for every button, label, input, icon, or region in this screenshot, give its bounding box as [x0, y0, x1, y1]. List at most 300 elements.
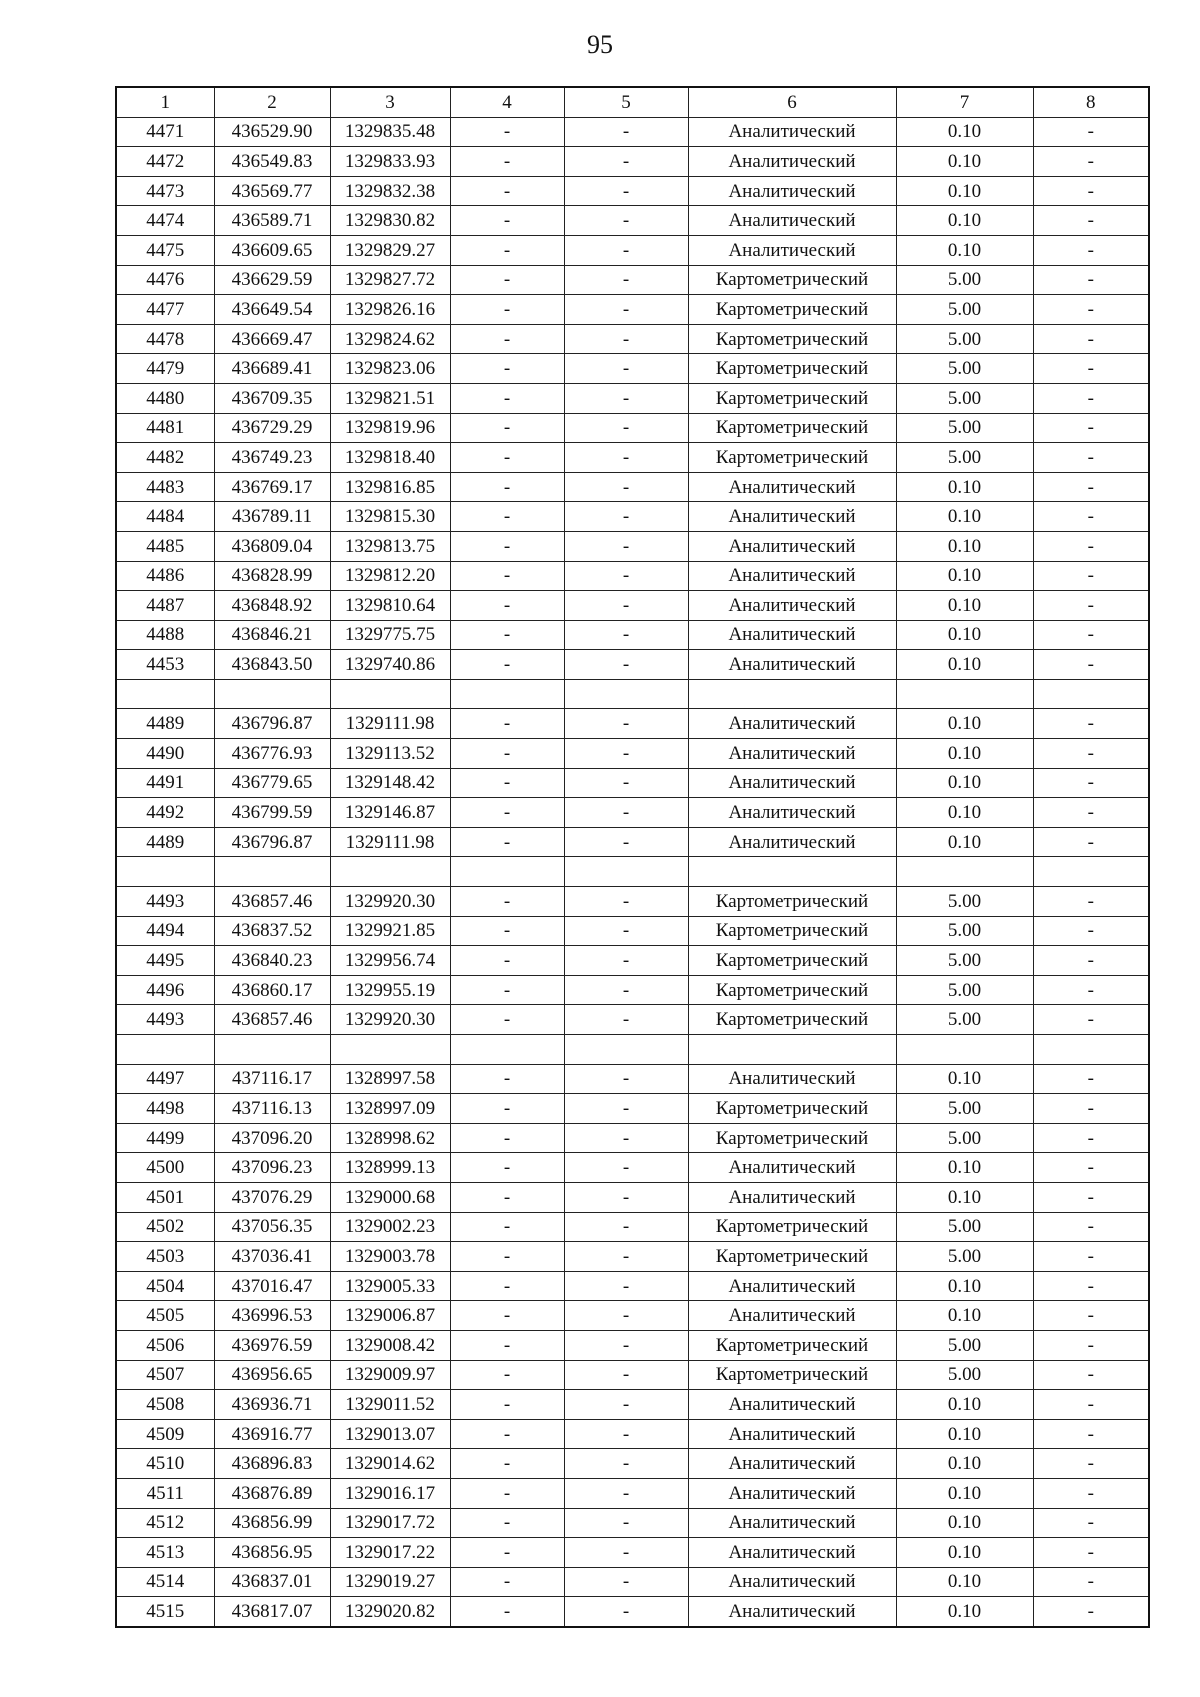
table-cell: Картометрический — [688, 295, 896, 325]
table-cell: - — [1033, 1271, 1149, 1301]
table-row — [116, 1360, 1149, 1390]
table-cell: - — [564, 975, 688, 1005]
table-cell: - — [564, 1360, 688, 1390]
table-cell: - — [450, 1330, 564, 1360]
table-row — [116, 798, 1149, 828]
table-row — [116, 383, 1149, 413]
table-cell — [450, 857, 564, 887]
table-cell: Картометрический — [688, 1005, 896, 1035]
table-cell: 436776.93 — [214, 739, 330, 769]
table-cell: - — [564, 1301, 688, 1331]
table-cell — [564, 1035, 688, 1065]
table-cell: 436857.46 — [214, 1005, 330, 1035]
table-cell: 1329003.78 — [330, 1242, 450, 1272]
table-cell: - — [564, 620, 688, 650]
table-cell: 436796.87 — [214, 709, 330, 739]
table-cell: Аналитический — [688, 1271, 896, 1301]
table-cell: 1329020.82 — [330, 1597, 450, 1627]
table-cell: 4497 — [116, 1064, 214, 1094]
table-cell: 0.10 — [896, 117, 1033, 147]
table-cell: Картометрический — [688, 1094, 896, 1124]
column-header: 4 — [450, 87, 564, 117]
coordinates-table — [115, 86, 1150, 1628]
table-row — [116, 916, 1149, 946]
column-header: 3 — [330, 87, 450, 117]
table-cell: 436837.01 — [214, 1567, 330, 1597]
table-cell: 1329113.52 — [330, 739, 450, 769]
table-cell: 1329813.75 — [330, 531, 450, 561]
column-header: 6 — [688, 87, 896, 117]
table-cell: - — [1033, 916, 1149, 946]
table-cell: - — [564, 709, 688, 739]
table-cell: 5.00 — [896, 975, 1033, 1005]
table-cell: - — [450, 1449, 564, 1479]
table-cell: 0.10 — [896, 147, 1033, 177]
table-cell: - — [1033, 1360, 1149, 1390]
table-cell: - — [450, 1242, 564, 1272]
table-cell: 437076.29 — [214, 1182, 330, 1212]
column-header: 8 — [1033, 87, 1149, 117]
table-cell: 1329146.87 — [330, 798, 450, 828]
table-cell: 436789.11 — [214, 502, 330, 532]
table-cell: - — [564, 1005, 688, 1035]
table-cell: - — [564, 117, 688, 147]
table-cell: 436629.59 — [214, 265, 330, 295]
table-cell: 1328997.58 — [330, 1064, 450, 1094]
table-cell: 0.10 — [896, 1271, 1033, 1301]
table-row — [116, 1567, 1149, 1597]
table-cell: 5.00 — [896, 1330, 1033, 1360]
table-cell: - — [1033, 739, 1149, 769]
table-cell: - — [1033, 531, 1149, 561]
table-cell: - — [450, 1478, 564, 1508]
table-cell: 1329832.38 — [330, 176, 450, 206]
table-cell — [214, 679, 330, 709]
table-row — [116, 975, 1149, 1005]
table-cell: 1329740.86 — [330, 650, 450, 680]
table-cell: - — [1033, 1094, 1149, 1124]
table-row — [116, 1242, 1149, 1272]
table-cell: Аналитический — [688, 650, 896, 680]
table-cell: - — [564, 383, 688, 413]
table-cell: 1329829.27 — [330, 235, 450, 265]
table-cell: - — [1033, 324, 1149, 354]
table-cell: Картометрический — [688, 1212, 896, 1242]
table-cell: 4503 — [116, 1242, 214, 1272]
table-cell: 4453 — [116, 650, 214, 680]
table-row — [116, 946, 1149, 976]
table-cell: - — [564, 235, 688, 265]
table-cell: - — [1033, 1538, 1149, 1568]
table-cell: Аналитический — [688, 768, 896, 798]
table-cell: 4480 — [116, 383, 214, 413]
table-cell: 1329833.93 — [330, 147, 450, 177]
table-cell: - — [1033, 946, 1149, 976]
table-cell: 1329818.40 — [330, 443, 450, 473]
table-cell — [116, 1035, 214, 1065]
table-row — [116, 413, 1149, 443]
table-cell: Аналитический — [688, 1567, 896, 1597]
table-cell: 4471 — [116, 117, 214, 147]
table-cell: 1329956.74 — [330, 946, 450, 976]
table-cell: 4481 — [116, 413, 214, 443]
table-cell: 1329006.87 — [330, 1301, 450, 1331]
table-cell: - — [1033, 265, 1149, 295]
table-row — [116, 1449, 1149, 1479]
table-cell: Аналитический — [688, 502, 896, 532]
table-cell: - — [1033, 1390, 1149, 1420]
table-cell: - — [1033, 768, 1149, 798]
table-cell: Аналитический — [688, 1478, 896, 1508]
table-cell: - — [1033, 147, 1149, 177]
table-cell: 4505 — [116, 1301, 214, 1331]
table-cell: 436809.04 — [214, 531, 330, 561]
table-row — [116, 1005, 1149, 1035]
table-row — [116, 591, 1149, 621]
table-cell: 436749.23 — [214, 443, 330, 473]
table-cell: - — [450, 946, 564, 976]
table-row — [116, 443, 1149, 473]
table-cell: 5.00 — [896, 1242, 1033, 1272]
table-cell: - — [1033, 443, 1149, 473]
table-cell: - — [564, 324, 688, 354]
table-cell: 1329005.33 — [330, 1271, 450, 1301]
table-cell: Аналитический — [688, 1390, 896, 1420]
table-cell: 1329821.51 — [330, 383, 450, 413]
table-cell: - — [1033, 1064, 1149, 1094]
table-cell: - — [564, 1597, 688, 1627]
table-cell: 5.00 — [896, 354, 1033, 384]
table-row — [116, 265, 1149, 295]
table-cell: - — [450, 117, 564, 147]
table-cell: 4496 — [116, 975, 214, 1005]
table-cell: 436896.83 — [214, 1449, 330, 1479]
table-cell: 0.10 — [896, 206, 1033, 236]
table-cell: 1329017.72 — [330, 1508, 450, 1538]
table-cell: 4499 — [116, 1123, 214, 1153]
table-row — [116, 709, 1149, 739]
table-cell: 0.10 — [896, 502, 1033, 532]
table-body — [116, 117, 1149, 1627]
table-cell: 0.10 — [896, 1153, 1033, 1183]
table-cell: - — [450, 443, 564, 473]
table-cell: - — [564, 354, 688, 384]
table-cell: - — [1033, 1005, 1149, 1035]
table-row — [116, 1064, 1149, 1094]
table-cell: 436856.99 — [214, 1508, 330, 1538]
table-cell: 4478 — [116, 324, 214, 354]
table-row — [116, 1538, 1149, 1568]
table-row — [116, 295, 1149, 325]
table-cell: 1329921.85 — [330, 916, 450, 946]
table-cell: - — [564, 1390, 688, 1420]
table-row — [116, 1478, 1149, 1508]
table-cell: Картометрический — [688, 383, 896, 413]
table-row — [116, 531, 1149, 561]
table-row — [116, 354, 1149, 384]
table-cell: - — [450, 739, 564, 769]
table-cell: - — [450, 591, 564, 621]
table-cell: - — [1033, 1153, 1149, 1183]
table-cell: - — [564, 650, 688, 680]
table-cell: 4494 — [116, 916, 214, 946]
table-cell: 436840.23 — [214, 946, 330, 976]
table-cell: 0.10 — [896, 561, 1033, 591]
column-header: 7 — [896, 87, 1033, 117]
table-cell: Аналитический — [688, 1182, 896, 1212]
table-cell: 5.00 — [896, 916, 1033, 946]
table-cell: - — [450, 295, 564, 325]
table-cell: 1329920.30 — [330, 1005, 450, 1035]
table-cell: 4482 — [116, 443, 214, 473]
table-cell: 1329008.42 — [330, 1330, 450, 1360]
table-cell: 5.00 — [896, 1360, 1033, 1390]
table-cell: - — [564, 1094, 688, 1124]
table-cell: - — [564, 472, 688, 502]
table-cell: 436876.89 — [214, 1478, 330, 1508]
table-cell: - — [1033, 827, 1149, 857]
table-cell: 5.00 — [896, 295, 1033, 325]
table-cell: - — [1033, 650, 1149, 680]
table-cell: Аналитический — [688, 1508, 896, 1538]
table-cell: Аналитический — [688, 472, 896, 502]
table-cell: - — [1033, 887, 1149, 917]
table-cell: Картометрический — [688, 1360, 896, 1390]
table-cell: - — [564, 265, 688, 295]
table-cell: Картометрический — [688, 946, 896, 976]
table-cell: 1329014.62 — [330, 1449, 450, 1479]
table-cell: - — [450, 1301, 564, 1331]
table-cell: - — [1033, 1449, 1149, 1479]
table-cell: Картометрический — [688, 265, 896, 295]
table-cell: - — [564, 768, 688, 798]
table-cell: 436936.71 — [214, 1390, 330, 1420]
table-row — [116, 502, 1149, 532]
table-cell: 1329000.68 — [330, 1182, 450, 1212]
table-cell: Аналитический — [688, 1449, 896, 1479]
table-cell: 0.10 — [896, 1182, 1033, 1212]
table-cell: 5.00 — [896, 887, 1033, 917]
table-cell: 436769.17 — [214, 472, 330, 502]
table-row — [116, 324, 1149, 354]
table-cell: 436848.92 — [214, 591, 330, 621]
table-cell: 4488 — [116, 620, 214, 650]
table-cell: 4486 — [116, 561, 214, 591]
table-cell: - — [450, 147, 564, 177]
table-cell: 5.00 — [896, 1094, 1033, 1124]
table-cell — [688, 857, 896, 887]
table-cell: 436857.46 — [214, 887, 330, 917]
table-cell: 436779.65 — [214, 768, 330, 798]
table-cell: 436828.99 — [214, 561, 330, 591]
table-row — [116, 1508, 1149, 1538]
table-cell — [688, 679, 896, 709]
table-cell — [896, 1035, 1033, 1065]
table-cell: - — [1033, 383, 1149, 413]
table-cell: - — [564, 798, 688, 828]
table-cell: 1329827.72 — [330, 265, 450, 295]
table-cell: 0.10 — [896, 1508, 1033, 1538]
table-cell: - — [450, 265, 564, 295]
table-cell: - — [1033, 798, 1149, 828]
table-cell: 1329819.96 — [330, 413, 450, 443]
table-cell: - — [1033, 1330, 1149, 1360]
table-cell: Аналитический — [688, 620, 896, 650]
table-cell: Картометрический — [688, 1330, 896, 1360]
table-cell: - — [450, 768, 564, 798]
table-separator-row — [116, 1035, 1149, 1065]
table-cell — [688, 1035, 896, 1065]
table-cell: 437116.17 — [214, 1064, 330, 1094]
table-cell: 4477 — [116, 295, 214, 325]
table-cell: 4510 — [116, 1449, 214, 1479]
table-cell: Аналитический — [688, 206, 896, 236]
table-cell: - — [564, 502, 688, 532]
table-cell: Аналитический — [688, 1153, 896, 1183]
table-cell: - — [564, 887, 688, 917]
table-cell: 1329824.62 — [330, 324, 450, 354]
table-cell: - — [1033, 1508, 1149, 1538]
table-cell: 436856.95 — [214, 1538, 330, 1568]
table-cell: 436709.35 — [214, 383, 330, 413]
table-cell — [116, 679, 214, 709]
table-cell: - — [564, 1449, 688, 1479]
table-cell: 1329009.97 — [330, 1360, 450, 1390]
table-row — [116, 768, 1149, 798]
table-cell: - — [450, 709, 564, 739]
table-cell: - — [564, 1182, 688, 1212]
table-cell: Аналитический — [688, 739, 896, 769]
table-cell: - — [450, 1212, 564, 1242]
table-cell — [1033, 1035, 1149, 1065]
table-cell: 0.10 — [896, 709, 1033, 739]
table-cell: 436817.07 — [214, 1597, 330, 1627]
table-cell: - — [1033, 354, 1149, 384]
table-cell: - — [1033, 1123, 1149, 1153]
table-cell: 4514 — [116, 1567, 214, 1597]
table-separator-row — [116, 679, 1149, 709]
table-cell: - — [450, 620, 564, 650]
table-cell: 5.00 — [896, 413, 1033, 443]
table-cell: - — [450, 798, 564, 828]
table-cell — [116, 857, 214, 887]
table-cell — [564, 857, 688, 887]
table-cell: - — [1033, 709, 1149, 739]
table-cell: - — [564, 295, 688, 325]
table-cell: 1329016.17 — [330, 1478, 450, 1508]
table-cell: Картометрический — [688, 916, 896, 946]
table-header-row — [116, 87, 1149, 117]
table-cell: - — [1033, 1212, 1149, 1242]
table-cell: - — [564, 531, 688, 561]
table-cell: - — [450, 413, 564, 443]
table-cell — [896, 857, 1033, 887]
table-cell: - — [564, 443, 688, 473]
table-cell: 4484 — [116, 502, 214, 532]
table-cell: Аналитический — [688, 1597, 896, 1627]
table-cell: 5.00 — [896, 383, 1033, 413]
table-cell: 0.10 — [896, 739, 1033, 769]
table-cell: 4498 — [116, 1094, 214, 1124]
table-cell: 4483 — [116, 472, 214, 502]
table-cell: - — [450, 324, 564, 354]
table-cell: 4495 — [116, 946, 214, 976]
table-cell: - — [564, 1330, 688, 1360]
table-cell — [450, 679, 564, 709]
table-cell: 1329815.30 — [330, 502, 450, 532]
table-row — [116, 117, 1149, 147]
table-cell: 4489 — [116, 827, 214, 857]
table-cell: 436996.53 — [214, 1301, 330, 1331]
table-cell: - — [564, 1419, 688, 1449]
table-cell: 4506 — [116, 1330, 214, 1360]
table-cell: - — [450, 916, 564, 946]
table-cell: 4487 — [116, 591, 214, 621]
table-cell: 1329775.75 — [330, 620, 450, 650]
table-cell — [564, 679, 688, 709]
table-cell: - — [564, 1212, 688, 1242]
table-cell: - — [564, 1271, 688, 1301]
table-cell: - — [564, 591, 688, 621]
table-row — [116, 1271, 1149, 1301]
table-cell: Картометрический — [688, 324, 896, 354]
table-cell: - — [564, 206, 688, 236]
table-cell: 4502 — [116, 1212, 214, 1242]
table-cell — [214, 1035, 330, 1065]
table-cell: 4508 — [116, 1390, 214, 1420]
table-cell: Аналитический — [688, 176, 896, 206]
table-cell: 0.10 — [896, 235, 1033, 265]
table-cell: 436799.59 — [214, 798, 330, 828]
table-cell: 1329148.42 — [330, 768, 450, 798]
table-cell: - — [450, 502, 564, 532]
table-cell: 4474 — [116, 206, 214, 236]
table-cell: - — [1033, 1478, 1149, 1508]
table-cell: 4473 — [116, 176, 214, 206]
table-cell: 1329011.52 — [330, 1390, 450, 1420]
table-cell: Аналитический — [688, 1064, 896, 1094]
table-row — [116, 1390, 1149, 1420]
table-cell: 437036.41 — [214, 1242, 330, 1272]
table-cell: - — [564, 561, 688, 591]
table-cell: 1329111.98 — [330, 827, 450, 857]
table-row — [116, 1123, 1149, 1153]
table-cell: - — [1033, 975, 1149, 1005]
table-cell: - — [1033, 502, 1149, 532]
table-cell: - — [450, 887, 564, 917]
table-cell: 1329019.27 — [330, 1567, 450, 1597]
table-cell — [214, 857, 330, 887]
table-cell: 437096.20 — [214, 1123, 330, 1153]
table-row — [116, 1212, 1149, 1242]
table-cell: Картометрический — [688, 443, 896, 473]
table-cell: 436669.47 — [214, 324, 330, 354]
table-cell: 436956.65 — [214, 1360, 330, 1390]
table-cell: - — [564, 916, 688, 946]
table-cell: 437056.35 — [214, 1212, 330, 1242]
table-cell: - — [1033, 413, 1149, 443]
column-header: 5 — [564, 87, 688, 117]
table-cell: 0.10 — [896, 591, 1033, 621]
table-cell: 4493 — [116, 887, 214, 917]
table-cell: 4491 — [116, 768, 214, 798]
table-cell — [330, 679, 450, 709]
table-cell: - — [1033, 1419, 1149, 1449]
table-row — [116, 1330, 1149, 1360]
table-cell: 0.10 — [896, 1567, 1033, 1597]
table-row — [116, 176, 1149, 206]
table-row — [116, 887, 1149, 917]
